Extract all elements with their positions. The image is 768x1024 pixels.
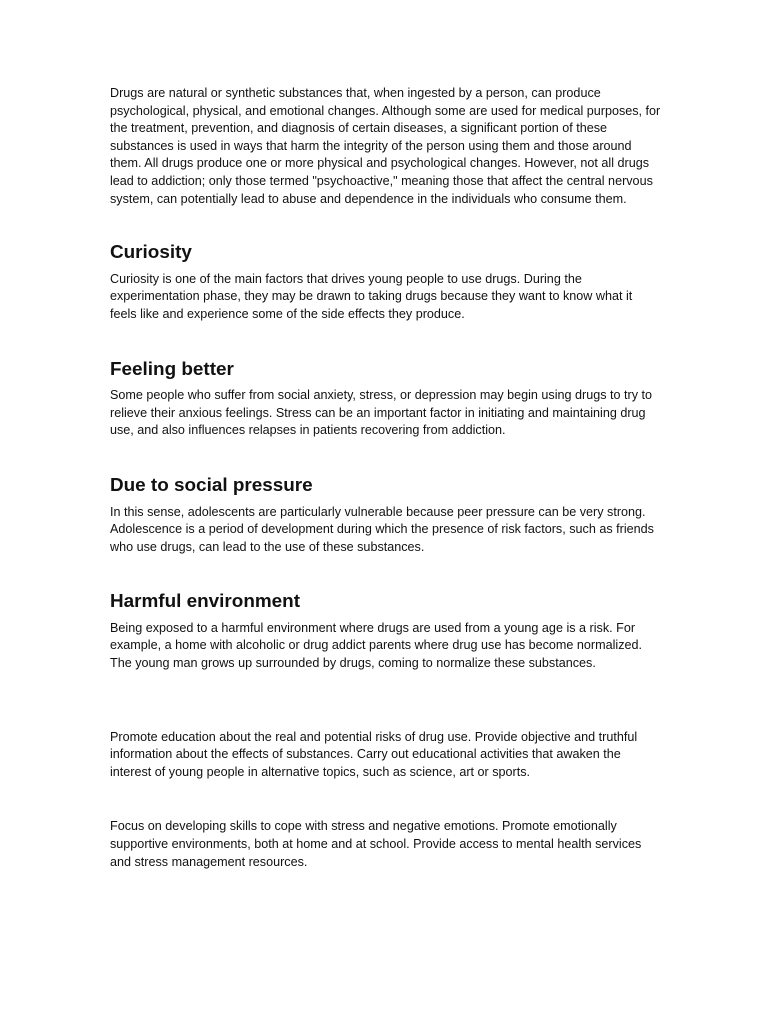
document-page <box>110 85 662 871</box>
section-body-curiosity: Curiosity is one of the main factors that drives young people to use drugs. During the experimentation phase, they may be drawn to taking drugs because they want to know what it feels like and experience some of the side effects they produce. <box>110 271 633 321</box>
section-heading-social-pressure: Due to social pressure <box>110 474 313 496</box>
section-heading-harmful-environment: Harmful environment <box>110 591 300 613</box>
section-body-feeling-better: Some people who suffer from social anxiety, stress, or depression may begin using drugs to try to relieve their anxious feelings. Stress can be an important factor in initiating and maintaining drug use, and also influences relapses in patients recovering from addiction. <box>110 388 653 438</box>
section-heading-feeling-better: Feeling better <box>110 358 234 380</box>
prevention-paragraph-coping: Focus on developing skills to cope with stress and negative emotions. Promote emotionally supportive environments, both at home and at school. Provide access to mental health services and stress management resources. <box>110 819 642 869</box>
section-body-social-pressure: In this sense, adolescents are particularly vulnerable because peer pressure can be very strong. Adolescence is a period of development during which the presence of risk factors, such as friends who use drugs, can lead to the use of these substances. <box>110 504 654 554</box>
section-body-harmful-environment: Being exposed to a harmful environment where drugs are used from a young age is a risk. For example, a home with alcoholic or drug addict parents where drug use has become normalized. The young man grows up surrounded by drugs, coming to normalize these substances. <box>110 620 643 671</box>
prevention-paragraph-education: Promote education about the real and potential risks of drug use. Provide objective and truthful information about the effects of substances. Carry out educational activities that awaken the interest of young people in alternative topics, such as science, art or sports. <box>110 729 638 779</box>
intro-paragraph: Drugs are natural or synthetic substances that, when ingested by a person, can produce psychological, physical, and emotional changes. Although some are used for medical purposes, for the treatment, prevention, and diagnosis of certain diseases, a significant portion of these substances is used in ways that harm the integrity of the person using them and those around them. All drugs produce one or more physical and psychological changes. However, not all drugs lead to addiction; only those termed "psychoactive," meaning those that affect the central nervous system, can potentially lead to abuse and dependence in the individuals who consume them. <box>110 86 661 206</box>
section-heading-curiosity: Curiosity <box>110 242 192 264</box>
